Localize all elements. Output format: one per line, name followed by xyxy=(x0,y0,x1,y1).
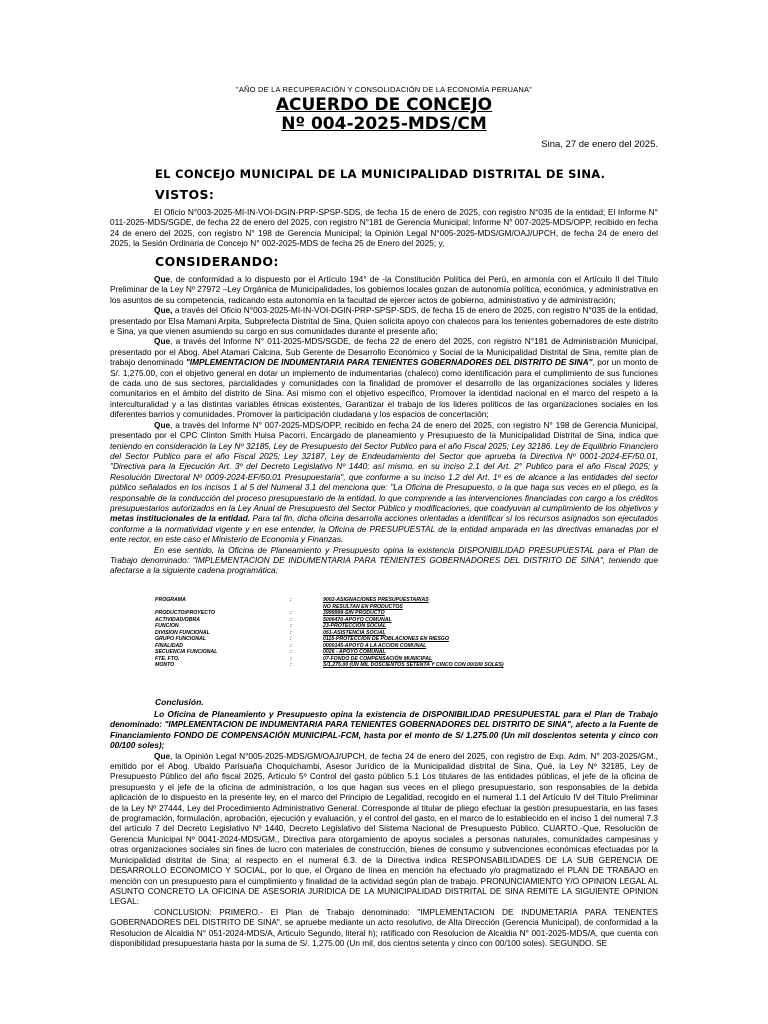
paragraph-7: CONCLUSION: PRIMERO.- El Plan de Trabajo denominado: "IMPLEMENTACION DE INDUMETARIA PARA TENENTES GOBERNADORES DEL DISTRITO DE SINA", se apruebe mediante un acto resolutivo, de Alta Dirección (Gerencia Municipal), de conformidad a la Resolucion de Alcaldia N° 051-2024-MDS/A, Articulo Segundo, literal h); ratificado con Resolucion de Alcaldia N° 001-2025-MDS/A, que cuenta con disponibilidad presupuestaria hasta por la suma de S/. 1,275.00 (Un mil, dos cientos setenta y cinco con 00/100 soles). SEGUNDO. SE xyxy=(110,906,658,948)
paragraph-3-lead: Que xyxy=(154,336,171,347)
prog-row: DIVISION FUNCIONAL : 051-ASISTENCIA SOCIAL xyxy=(155,629,386,636)
paragraph-6-lead: Que xyxy=(154,750,171,761)
paragraph-6 xyxy=(110,751,658,907)
conclusion-text: Lo Oficina de Planeamiento y Presupuesto opina la existencia de DISPONIBILIDAD PRESUPUESTAL para el Plan de Trabajo denominado: "IMPLEMENTACION DE INDUMENTARIA PARA TENIENTES GOBERNADORES DEL DISTRITO DE SINA", afecto a la Fuente de Financiamiento FONDO DE COMPENSACIÓN MUNICIPAL-FCM, hasta por el monto de S/ 1.275.00 (Un mil doscientos setenta y cinco con 00/100 soles); xyxy=(110,709,658,751)
paragraph-4-text-b: que teniendo en consideración la Ley Nº 32185, Ley de Presupuesto del Sector Publico para el año Fiscal 2025; Ley 32186. Ley de Equilibrio Financiero del Sector Publico para el año Fiscal 2025; Ley 32187, Ley de Endeudamiento del Sector que aprueba la Directiva Nº 0001-2024-EF/50.01, "Directiva para la Ejecución Art. 3º del Decreto Legislativo Nº 1440; así mismo, en su inciso 2.1 del Art. 2° Publico para el año Fiscal 2025; y Resolución Directoral Nº 0009-2024-EF/50.01 Presupuestaria", que conforme a su inciso 1.2 del Art. 1º es de alcance a las entidades del sector público señalados en los incisos 1 al 5 del Numeral 3.1 del menciona que: "La Oficina de Presupuesto, o la que haga sus veces en el pliego, es la responsable de la conducción del proceso presupuestario de la entidad, lo que comprende a las intervenciones financiadas con cargo a los créditos presupuestarios autorizados en la Ley Anual de Presupuesto del Sector Público y modificaciones, que coadyuvan al cumplimiento de los objetivos y xyxy=(110,430,658,513)
year-motto: "AÑO DE LA RECUPERACIÓN Y CONSOLIDACIÓN DE LA ECONOMÍA PERUANA" xyxy=(235,85,533,94)
vistos-paragraph xyxy=(110,207,658,249)
paragraph-6-text: , la Opinión Legal N°005-2025-MDS/GM/OAJ/UPCH, de fecha 24 de enero del 2025, con registro de Exp. Adm. N° 203-2025/GM., emitido por el Abog. Ubaldo Parisuaña Choquichambi, Asesor Jurídico de la Municipalidad distrital de Sina, Qué, la Ley Nº 32185, Ley de Presupuesto Público del año fiscal 2025, Artículo 5º Control del gasto público 5.1 Los titulares de las entidades públicas, el jefe de la oficina de presupuesto y el jefe de la oficina de administración, o los que hagan sus veces en el pliego presupuestario, son responsables de la debida aplicación de lo dispuesto en la presente ley, en el marco del Principio de Legalidad, recogido en el numeral 1.1 del Artículo IV del Título Preliminar de la Ley Nº 27444, Ley del Procedimiento Administrativo General. Corresponde al titular de pliego efectuar la gestión presupuestaria, en las fases de programación, formulación, aprobación, ejecución y evaluación, y el control del gasto, en el marco de lo establecido en el inciso 1 del numeral 7.3 del artículo 7 del Decreto Legislativo Nº 1440, Decreto Legislativo del Sistema Nacional de Presupuesto Público. CUARTO.-Que, Resolución de Gerencia Municipal Nº 0041-2024-MDS/GM., Directiva para otorgamiento de apoyos sociales a personas naturales, comunidades campesinas y otras organizaciones sociales sin fines de lucro con materiales de construcción, bienes de consumo y subvenciones económicas efectuadas por la Municipalidad distrital de Sina; al respecto en el numeral 6.3. de la Directiva indica RESPONSABILIDADES DE LA SUB GERENCIA DE DESARROLLO ECONOMICO Y SOCIAL, por lo que, el Órgano de línea en mención ha efectuado y/o pragmatizado el PLAN DE TRABAJO en mención con un presupuesto para el cumplimiento y finalidad de la actividad según plan de trabajo. PRONUNCIAMIENTO Y/O OPINION LEGAL AL ASUNTO CONCRETO LA OFICINA DE ASESORIA JURIDICA DE LA MUNICIPALIDAD DISTRITAL DE SINA REMITE LA SIGUIENTE OPINION LEGAL: xyxy=(110,750,658,907)
prog-row: SECUENCIA FUNCIONAL : 0026 - APOYO COMUNAL xyxy=(155,649,386,655)
paragraph-1-lead: Que xyxy=(154,274,171,284)
paragraph-3-text-a: , a través del Informe N° 011-2025-MDS/SGDE, de fecha 22 de enero del 2025, con registro N°181 de Administración Municipal, presentado por el Abog. Abel Atamari Calcina, Sub Gerente de Desarrollo Económico y Social de la Municipalidad Distrital de Sina, remite plan de trabajo denominado xyxy=(110,336,658,368)
vistos-heading: VISTOS: xyxy=(155,187,215,202)
council-heading: EL CONCEJO MUNICIPAL DE LA MUNICIPALIDAD DISTRITAL DE SINA. xyxy=(155,167,606,181)
prog-row: MONTO : S/1,275.00 (UN MIL DOSCIENTOS SETENTA Y CINCO CON 00/100 SOLES) xyxy=(155,662,504,668)
paragraph-3-text-b: , por un monto de S/. 1,275.00, con el objetivo general en dotar un implemento de indumentarias (chaleco) como identificación para el cumplimiento de sus funciones de cada uno de sus sectores, parcialidades y comunidades con la finalidad de promover el desarrollo de las organizaciones sociales y lideres comunitarios en el ámbito del distrito de Sina. Asi mismo con el objetivo especifico, Promover la identidad nacional en el marco del respeto a la interculturalidad y a las distintas variables étnicas existentes, Garantizar el trabajo de los lideres políticos de las organizaciones sociales en los diferentes barrios y comunidades. Promover la participación ciudadana y los espacios de concertación; xyxy=(110,357,658,420)
prog-row: FUNCION : 23-PROTECCION SOCIAL xyxy=(155,623,387,629)
vistos-text: El Oficio N°003-2025-MI-IN-VOI-DGIN-PRP-SPSP-SDS, de fecha 15 de enero de 2025, con registro N°035 de la entidad; El Informe N° 011-2025-MDS/SGDE, de fecha 22 de enero del 2025, con registro N°181 de Gerencia Municipal; Informe N° 007-2025-MDS/OPP, recibido en fecha 24 de enero del 2025, con registro N° 198 de Gerencia Municipal; la Opinión Legal N°005-2025-MDS/GM/OAJ/UPCH, de fecha 24 de enero del 2025, la Sesión Ordinaria de Concejo N° 002-2025-MDS de fecha 25 de Enero del 2025; y, xyxy=(110,207,658,249)
prog-row: ACTIVIDAD/OBRA : 5006470-APOYO COMUNAL xyxy=(155,616,392,623)
paragraph-3 xyxy=(110,336,658,419)
paragraph-5: En ese sentido, la Oficina de Planeamiento y Presupuesto opina la existencia DISPONIBILIDAD PRESUPUESTAL para el Plan de Trabajo denominado: "IMPLEMENTACION DE INDUMENTARIA PARA TENIENTES GOBERNADORES DEL DISTRITO DE SINA", teniendo que afectarse a la siguiente cadena programática: xyxy=(110,544,658,576)
considerando-body xyxy=(110,274,658,576)
programatic-chain xyxy=(155,597,575,669)
paragraph-3-plan-title: "IMPLEMENTACION DE INDUMENTARIA PARA TENIENTES GOBERNADORES DEL DISTRITO DE SINA" xyxy=(185,357,593,368)
paragraph-2-lead: Que, xyxy=(154,305,173,316)
paragraph-1-text: , de conformidad a lo dispuesto por el Artículo 194° de -la Constitución Política del Perú, en armonía con el Artículo II del Título Preliminar de la Ley Nº 27972 –Ley Orgánica de Municipalidades, los gobiernos locales gozan de autonomía política, económica, y administrativa en los asuntos de su competencia, radicando esta autonomía en la facultad de ejercer actos de gobierno, administrativo y de administración; xyxy=(110,274,658,305)
paragraph-4-text-c: Para tal fin, dicha oficina desarrolla acciones orientadas a identificar sí los recursos asignados son ejecutados conforme a la normatividad vigente y en ese entender, la Oficina de PRESUPUESTAL de la entidad amparada en las directivas emanadas por el ente rector, en este caso el Ministerio de Economía y Finanzas. xyxy=(110,513,658,545)
prog-row: FTE. FTO. : 07-FONDO DE COMPENSACIÓN MUNICIPAL xyxy=(155,655,433,662)
conclusion-label: Conclusión. xyxy=(155,697,204,707)
document-title: ACUERDO DE CONCEJO xyxy=(275,95,493,115)
considerando-heading: CONSIDERANDO: xyxy=(155,254,279,269)
document-date: Sina, 27 de enero del 2025. xyxy=(541,139,658,150)
prog-row: PROGRAMA : 9002-ASIGNACIONES PRESUPUESTARIAS xyxy=(155,597,429,603)
document-number: Nº 004-2025-MDS/CM xyxy=(281,114,487,134)
paragraph-1 xyxy=(110,274,658,305)
prog-row: NO RESULTAN EN PRODUCTOS xyxy=(323,603,403,610)
paragraph-2 xyxy=(110,305,658,336)
paragraph-2-text: a través del Oficio N°003-2025-MI-IN-VOI-DGIN-PRP-SPSP-SDS, de fecha 15 de enero de 2025, con registro N°035 de la entidad, presentado por Elsa Mamani Arpita, Subprefecta Distrital de Sina, Quien solicita apoyo con chalecos para los tenientes gobernadores de este distrito e Sina, ya que vienen asumiendo su cargo en sus comunidades durante el presente año; xyxy=(110,305,658,337)
paragraph-4-text-a: , a través del Informe N° 007-2025-MDS/OPP, recibido en fecha 24 de enero del 2025, con registro N° 198 de Gerencia Municipal, presentado por el CPC Clinton Smith Huisa Pacorri, Encargado de planeamiento y Presupuesto de la Municipalidad Distrital de Sina, indica xyxy=(110,419,658,441)
prog-row: GRUPO FUNCIONAL : 0115-PROTECCION DE POBLACIONES EN RIESGO xyxy=(155,636,449,642)
prog-row: PRODUCTO/PROYECTO : 3999999-SIN PRODUCTO xyxy=(155,610,385,616)
prog-row: FINALIDAD : 0000145-APOYO A LA ACCION COMUNAL xyxy=(155,642,427,649)
paragraph-4 xyxy=(110,420,658,545)
final-body xyxy=(110,709,658,948)
paragraph-4-lead: Que xyxy=(154,419,171,430)
paragraph-4-bold: metas institucionales de la entidad. xyxy=(110,513,251,524)
